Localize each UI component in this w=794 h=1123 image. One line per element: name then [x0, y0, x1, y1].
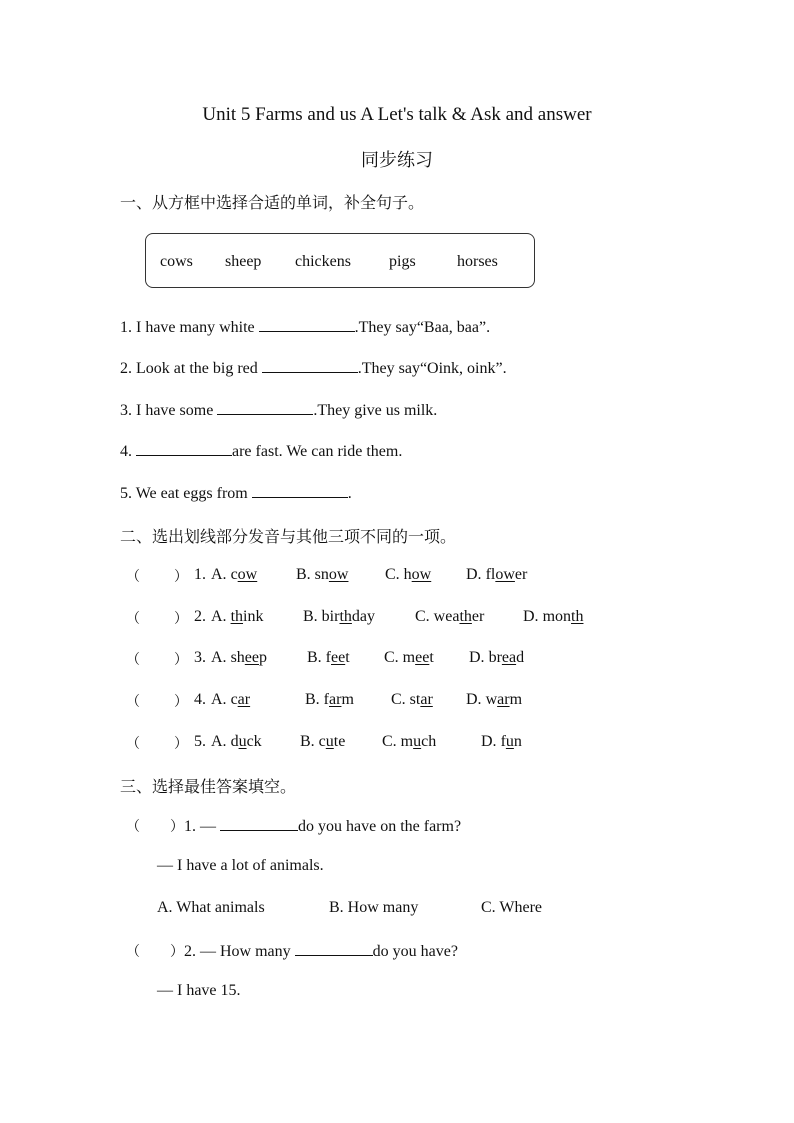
- answer-blank[interactable]: [217, 400, 313, 415]
- option-b[interactable]: B. How many: [329, 899, 419, 916]
- open-paren: （: [126, 694, 140, 710]
- underlined-letters: ee: [331, 649, 346, 666]
- phonics-question-2: [126, 608, 626, 628]
- close-paren: ）: [174, 611, 188, 627]
- option-d[interactable]: D. warm: [466, 691, 523, 708]
- word-box-item: chickens: [295, 253, 351, 270]
- phonics-question-4: [126, 691, 626, 711]
- fill-sentence-1: 1. I have many white .They say“Baa, baa”.: [120, 319, 491, 336]
- underlined-letters: ar: [497, 691, 510, 708]
- close-paren: ）: [174, 736, 188, 752]
- word-box-item: pigs: [389, 253, 416, 270]
- option-c[interactable]: C. weather: [415, 608, 485, 625]
- answer-blank[interactable]: [252, 483, 348, 498]
- phonics-question-5: [126, 733, 626, 753]
- underlined-letters: ee: [415, 649, 430, 666]
- option-d[interactable]: D. bread: [469, 649, 525, 666]
- option-a[interactable]: A. duck: [211, 733, 262, 750]
- underlined-letters: th: [230, 608, 244, 625]
- choice-question-1: （ ）1. — do you have on the farm?: [126, 818, 462, 835]
- underlined-letters: u: [238, 733, 247, 750]
- answer-slot[interactable]: [142, 566, 172, 584]
- fill-sentence-5: 5. We eat eggs from .: [120, 485, 352, 502]
- option-d[interactable]: D. fun: [481, 733, 522, 750]
- choice-question-2: （ ）2. — How many do you have?: [126, 943, 458, 960]
- option-c[interactable]: C. much: [382, 733, 437, 750]
- page-title: Unit 5 Farms and us A Let's talk & Ask and answer: [202, 104, 592, 125]
- open-paren: （: [126, 736, 140, 752]
- answer-slot[interactable]: [142, 608, 172, 626]
- close-paren: ）: [174, 569, 188, 585]
- underlined-letters: th: [459, 608, 472, 625]
- question-number: 4.: [194, 691, 206, 708]
- answer-slot[interactable]: [142, 733, 172, 751]
- answer-blank[interactable]: [262, 358, 358, 373]
- question-number: 3.: [194, 649, 206, 666]
- answer-slot[interactable]: [140, 942, 170, 956]
- option-b[interactable]: B. snow: [296, 566, 349, 583]
- underlined-letters: ow: [495, 566, 515, 583]
- option-a[interactable]: A. think: [211, 608, 264, 625]
- word-box: [145, 233, 535, 288]
- open-paren: （: [126, 569, 140, 585]
- answer-slot[interactable]: [142, 691, 172, 709]
- question-number: 5.: [194, 733, 206, 750]
- underlined-letters: u: [505, 733, 514, 750]
- section-2-heading: 二、选出划线部分发音与其他三项不同的一项。: [120, 527, 457, 546]
- question-1-options: [157, 899, 577, 919]
- option-c[interactable]: C. meet: [384, 649, 434, 666]
- underlined-letters: ar: [329, 691, 342, 708]
- page-subtitle: 同步练习: [361, 150, 433, 171]
- answer-blank[interactable]: [220, 816, 298, 831]
- underlined-letters: u: [413, 733, 422, 750]
- option-b[interactable]: B. feet: [307, 649, 350, 666]
- underlined-letters: th: [571, 608, 584, 625]
- section-1-heading: 一、从方框中选择合适的单词，补全句子。: [120, 193, 425, 212]
- open-paren: （: [126, 652, 140, 668]
- question-number: 2.: [194, 608, 206, 625]
- fill-sentence-2: 2. Look at the big red .They say“Oink, oink”.: [120, 360, 507, 377]
- option-b[interactable]: B. farm: [305, 691, 354, 708]
- option-c[interactable]: C. star: [391, 691, 433, 708]
- option-d[interactable]: D. flower: [466, 566, 528, 583]
- option-a[interactable]: A. sheep: [211, 649, 267, 666]
- underlined-letters: ow: [328, 566, 349, 583]
- option-a[interactable]: A. What animals: [157, 899, 265, 916]
- question-1-reply: — I have a lot of animals.: [157, 857, 324, 874]
- section-3-heading: 三、选择最佳答案填空。: [120, 777, 297, 796]
- option-b[interactable]: B. birthday: [303, 608, 376, 625]
- underlined-letters: th: [339, 608, 352, 625]
- underlined-letters: u: [325, 733, 334, 750]
- answer-blank[interactable]: [295, 941, 373, 956]
- answer-blank[interactable]: [259, 317, 355, 332]
- underlined-letters: ow: [411, 566, 432, 583]
- answer-slot[interactable]: [142, 649, 172, 667]
- option-a[interactable]: A. cow: [211, 566, 258, 583]
- answer-slot[interactable]: [140, 817, 170, 831]
- open-paren: （: [126, 611, 140, 627]
- underlined-letters: ee: [244, 649, 259, 666]
- question-2-reply: — I have 15.: [157, 982, 241, 999]
- question-number: 1.: [194, 566, 206, 583]
- phonics-question-1: [126, 566, 626, 586]
- underlined-letters: ea: [501, 649, 517, 666]
- close-paren: ）: [174, 652, 188, 668]
- word-box-item: sheep: [225, 253, 262, 270]
- option-a[interactable]: A. car: [211, 691, 251, 708]
- fill-sentence-3: 3. I have some .They give us milk.: [120, 402, 438, 419]
- option-b[interactable]: B. cute: [300, 733, 346, 750]
- underlined-letters: ow: [237, 566, 258, 583]
- phonics-question-3: [126, 649, 626, 669]
- underlined-letters: ar: [420, 691, 433, 708]
- word-box-item: horses: [457, 253, 498, 270]
- close-paren: ）: [174, 694, 188, 710]
- word-box-item: cows: [160, 253, 193, 270]
- option-c[interactable]: C. how: [385, 566, 432, 583]
- option-c[interactable]: C. Where: [481, 899, 543, 916]
- underlined-letters: ar: [237, 691, 251, 708]
- option-d[interactable]: D. month: [523, 608, 584, 625]
- answer-blank[interactable]: [136, 441, 232, 456]
- fill-sentence-4: 4. are fast. We can ride them.: [120, 443, 403, 460]
